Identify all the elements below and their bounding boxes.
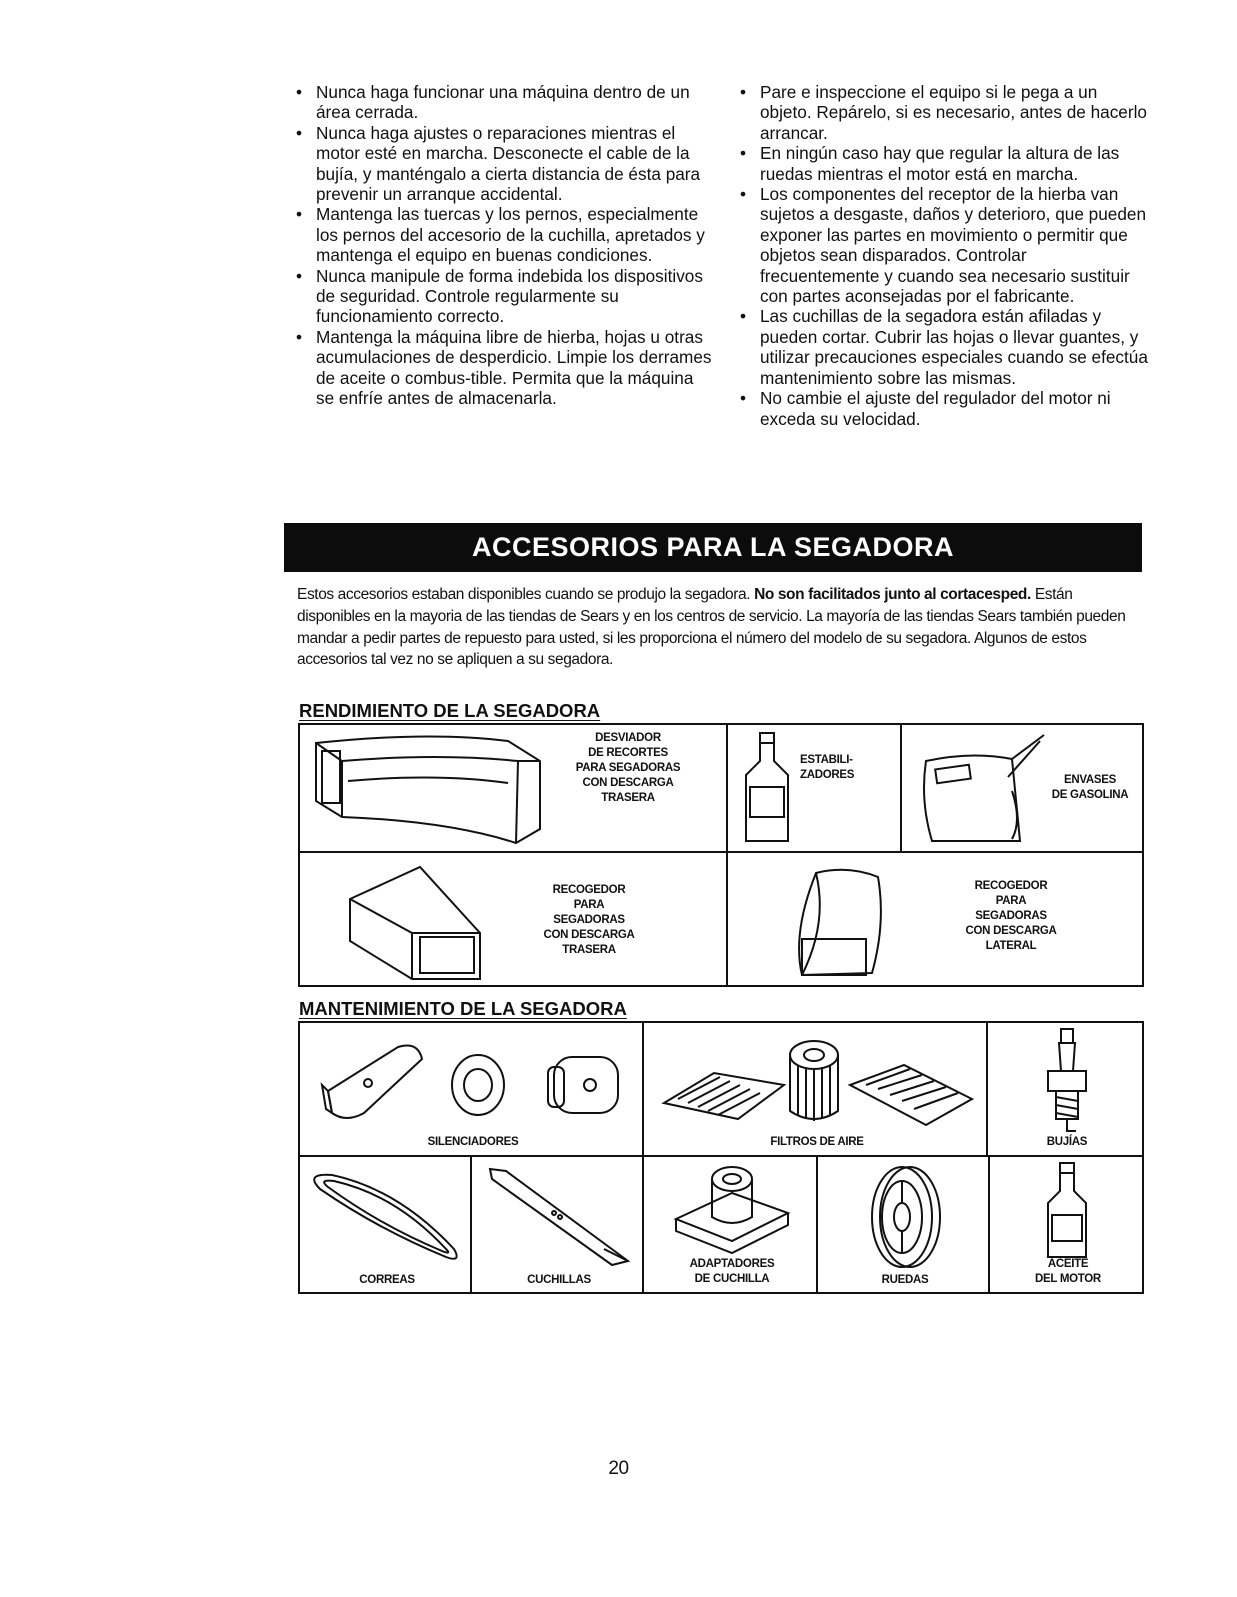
label-ruedas: RUEDAS [881,1274,929,1286]
belt-icon [308,1169,466,1265]
intro-text: Están disponibles en la mayoria de las tiendas de Sears y en los centros de servicio. La mayoría de las tiendas Sears también pueden mandar a pedir partes de repuesto para usted, si les proporciona el número del modelo de su segadora. Algunos de estos accesorios tal vez no se apliquen a su segadora. [297,586,1126,669]
cell-aceite [988,1155,1144,1294]
label-filtros: FILTROS DE AIRE [770,1136,864,1148]
intro-paragraph [297,584,1147,671]
page-number: 20 [608,1458,629,1479]
bullet-item: • Nunca manipule de forma indebida los dispositivos de seguridad. Controle regularmente su funcionamiento correcto. [294,266,714,327]
label-silenciadores: SILENCIADORES [427,1136,519,1148]
label-correas: CORREAS [359,1274,415,1286]
rear-bagger-icon [340,861,500,981]
safety-bullets-left [294,82,714,409]
label-aceite: ACEITE DEL MOTOR [1035,1258,1101,1285]
label-recogedor-lateral: RECOGEDOR PARA SEGADORAS CON DESCARGA LATERAL [965,880,1057,952]
section-banner [284,523,1142,572]
bullet-item: • Mantenga las tuercas y los pernos, especialmente los pernos del accesorio de la cuchilla, apretados y mantenga el equipo en buenas condiciones. [294,204,714,265]
bullet-item: • Nunca haga ajustes o reparaciones mientras el motor esté en marcha. Desconecte el cable de la bujía, y manténgalo a cierta distancia de ésta para prevenir un arranque accidental. [294,123,714,205]
safety-bullets-right [738,82,1148,429]
label-recogedor-trasera: RECOGEDOR PARA SEGADORAS CON DESCARGA TRASERA [543,884,635,956]
muffler-icon [318,1031,634,1131]
label-bujias: BUJÍAS [1046,1136,1088,1148]
bullet-item: • Mantenga la máquina libre de hierba, hojas u otras acumulaciones de desperdicio. Limpie los derrames de aceite o combus-tible. Permita que la máquina se enfríe antes de almacenarla. [294,327,714,409]
oil-bottle-icon [1038,1161,1098,1261]
cell-estabilizadores [726,723,902,853]
cell-recogedor-trasera [298,851,728,987]
banner-title: ACCESORIOS PARA LA SEGADORA [471,532,955,562]
spark-plug-icon [1042,1027,1092,1135]
blade-adapter-icon [670,1163,794,1255]
label-desviador: DESVIADOR DE RECORTES PARA SEGADORAS CON DESCARGA TRASERA [575,732,681,804]
bullet-item: • En ningún caso hay que regular la altura de las ruedas mientras el motor está en marcha. [738,143,1148,184]
air-filter-icon [654,1029,980,1133]
intro-text: Estos accesorios estaban disponibles cuando se produjo la segadora. [297,586,755,603]
discharge-deflector-icon [308,731,548,849]
section-heading-mantenimiento: MANTENIMIENTO DE LA SEGADORA [299,998,627,1019]
cell-adaptadores [642,1155,818,1294]
label-adaptadores: ADAPTADORES DE CUCHILLA [689,1258,775,1285]
cell-filtros [642,1021,988,1157]
cell-desviador [298,723,728,853]
gas-can-icon [912,731,1052,849]
side-bagger-icon [788,863,898,983]
cell-envases [900,723,1144,853]
cell-cuchillas [470,1155,644,1294]
intro-bold-text: No son facilitados junto al cortacesped. [754,586,1031,603]
cell-correas [298,1155,472,1294]
bullet-item: • Nunca haga funcionar una máquina dentro de un área cerrada. [294,82,714,123]
section-heading-rendimiento: RENDIMIENTO DE LA SEGADORA [299,700,601,721]
label-envases: ENVASES DE GASOLINA [1051,774,1129,801]
label-estabilizadores: ESTABILI- ZADORES [800,754,855,781]
cell-silenciadores [298,1021,644,1157]
cell-recogedor-lateral [726,851,1144,987]
cell-ruedas [816,1155,990,1294]
bullet-item: • Las cuchillas de la segadora están afiladas y pueden cortar. Cubrir las hojas o llevar guantes, y utilizar precauciones especiales cuando se efectúa mantenimiento sobre las mismas. [738,306,1148,388]
wheel-icon [856,1161,956,1273]
stabilizer-bottle-icon [738,731,798,849]
bullet-item: • Los componentes del receptor de la hierba van sujetos a desgaste, daños y deterioro, que pueden exponer las partes en movimiento o permitir que objetos sean disparados. Controlar frecuentemente y cuando sea necesario sustituir con partes aconsejadas por el fabricante. [738,184,1148,306]
bullet-item: • Pare e inspeccione el equipo si le pega a un objeto. Repárelo, si es necesario, antes de hacerlo arrancar. [738,82,1148,143]
blade-icon [484,1165,634,1269]
cell-bujias [986,1021,1144,1157]
bullet-item: • No cambie el ajuste del regulador del motor ni exceda su velocidad. [738,388,1148,429]
label-cuchillas: CUCHILLAS [527,1274,591,1286]
